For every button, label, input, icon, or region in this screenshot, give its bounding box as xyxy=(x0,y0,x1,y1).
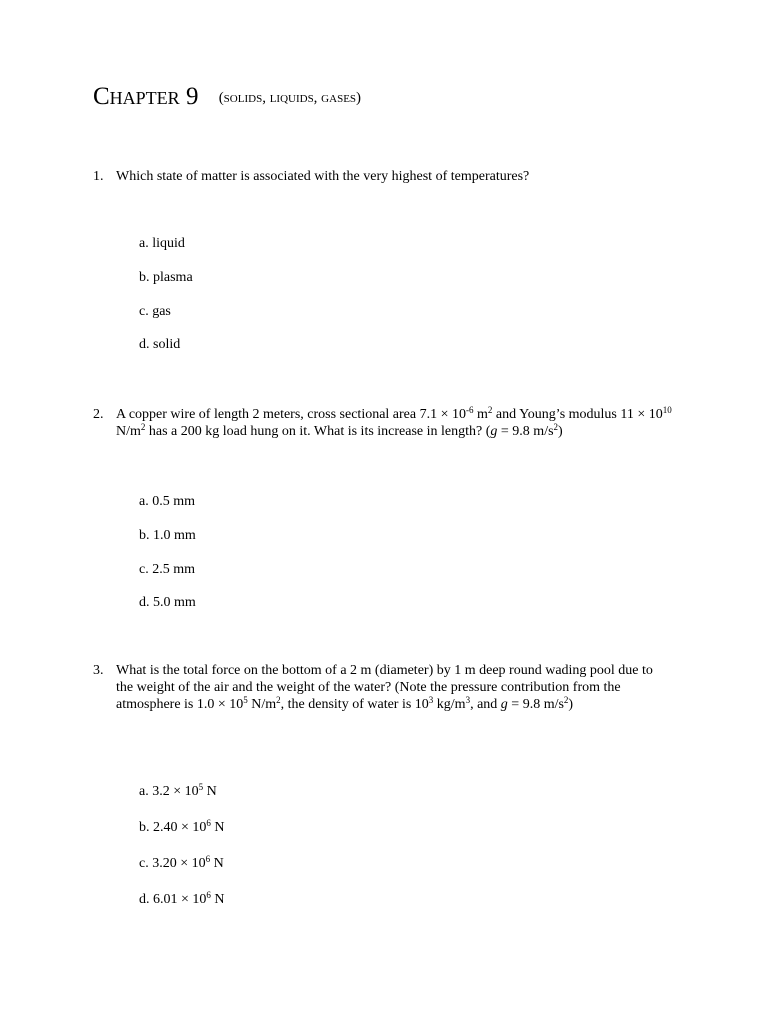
question-3-option-a: a. $3.2 \times 10^5$ N xyxy=(139,782,217,799)
question-3-number: 3. xyxy=(93,663,104,678)
question-2-text: A copper wire of length 2 meters, cross sectional area $7.1 \times 10^{-6}$ $m^2$ and Young’s modulus $11 \times 10^{10}$ $N/m^2$ has a 200 kg load hung on it. What is its increase in length? (g = 9.8 $m/s^2$) xyxy=(116,405,672,439)
question-2-number: 2. xyxy=(93,407,104,422)
question-3-option-b: b. $2.40 \times 10^6$ N xyxy=(139,818,225,835)
question-1-number: 1. xyxy=(93,169,104,184)
question-1-option-a: a. liquid xyxy=(139,236,185,251)
chapter-title xyxy=(93,84,361,109)
chapter-subtitle: (solids, liquids, gases) xyxy=(218,90,362,106)
question-3-option-d: d. $6.01 \times 10^6$ N xyxy=(139,890,225,907)
question-1-option-c: c. gas xyxy=(139,304,171,319)
question-1-option-d: d. solid xyxy=(139,337,181,352)
chapter-number: 9 xyxy=(185,83,199,110)
question-2-option-a: a. 0.5 mm xyxy=(139,494,195,509)
chapter-word: Chapter xyxy=(93,83,180,110)
question-2-option-c: c. 2.5 mm xyxy=(139,562,195,577)
question-3-text: What is the total force on the bottom of a 2 m (diameter) by 1 m deep round wading pool due to the weight of the air and the weight of the water? (Note the pressure contribution from the atmosphere is $1.0 \times 10^5$ $N/m^2$, the density of water is $10^3$ $kg/m^3$, and g = 9.8 $m/s^2$) xyxy=(116,663,653,712)
question-3-option-c: c. $3.20 \times 10^6$ N xyxy=(139,854,224,871)
question-1-text: Which state of matter is associated with the very highest of temperatures? xyxy=(116,169,530,184)
question-1-option-b: b. plasma xyxy=(139,270,193,285)
question-2-option-d: d. 5.0 mm xyxy=(139,595,196,610)
question-2-option-b: b. 1.0 mm xyxy=(139,528,196,543)
